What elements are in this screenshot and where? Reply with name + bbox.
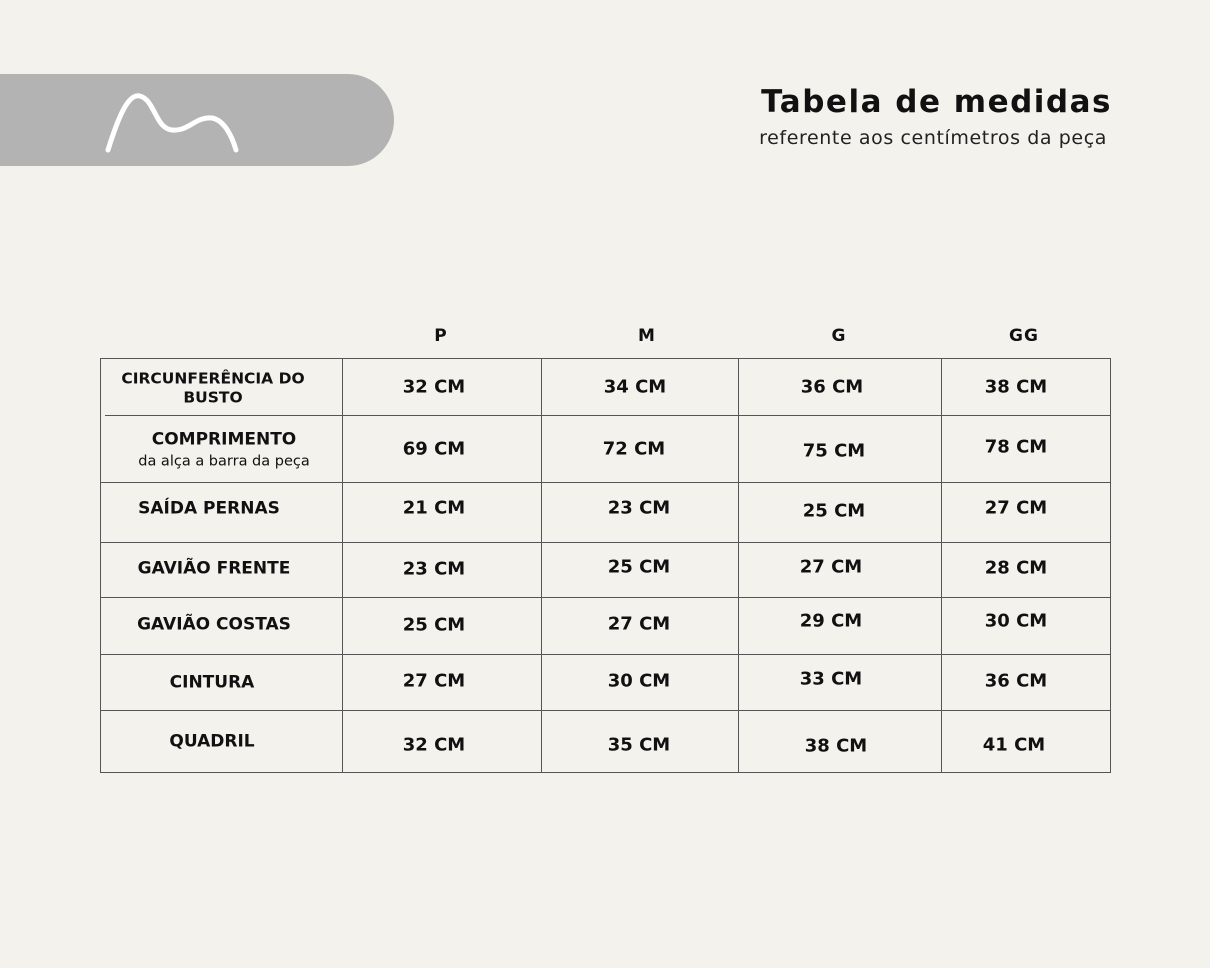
cell-cintura-m: 30 CM (607, 670, 671, 692)
row-label-saida-pernas: SAÍDA PERNAS (138, 498, 280, 519)
cell-comprimento-p: 69 CM (402, 438, 466, 460)
cell-costas-p: 25 CM (402, 614, 466, 636)
cell-quadril-gg: 41 CM (982, 734, 1046, 756)
page-title: Tabela de medidas (761, 84, 1112, 120)
cell-comprimento-gg: 78 CM (984, 436, 1048, 458)
row-label-busto: CIRCUNFERÊNCIA DO BUSTO (121, 369, 305, 407)
cell-pernas-m: 23 CM (607, 497, 671, 519)
cell-frente-p: 23 CM (402, 558, 466, 580)
cell-busto-p: 32 CM (402, 376, 466, 398)
row-label-quadril: QUADRIL (169, 731, 255, 752)
brand-bar (0, 74, 394, 166)
cell-costas-g: 29 CM (799, 610, 863, 632)
wave-signature-icon (100, 88, 250, 158)
row-label-comprimento-sub: da alça a barra da peça (138, 453, 310, 470)
cell-frente-g: 27 CM (799, 556, 863, 578)
cell-costas-m: 27 CM (607, 613, 671, 635)
size-header-g: G (831, 326, 847, 346)
table-divider (101, 710, 1110, 711)
cell-costas-gg: 30 CM (984, 610, 1048, 632)
row-label-comprimento-title: COMPRIMENTO (151, 429, 297, 450)
table-divider (101, 482, 1110, 483)
cell-quadril-p: 32 CM (402, 734, 466, 756)
cell-quadril-m: 35 CM (607, 734, 671, 756)
row-label-gaviao-frente: GAVIÃO FRENTE (137, 558, 291, 579)
row-label-gaviao-costas: GAVIÃO COSTAS (137, 614, 291, 635)
row-label-comprimento (109, 429, 339, 470)
size-header-p: P (434, 326, 448, 346)
cell-frente-gg: 28 CM (984, 557, 1048, 579)
cell-quadril-g: 38 CM (804, 735, 868, 757)
cell-pernas-p: 21 CM (402, 497, 466, 519)
cell-pernas-gg: 27 CM (984, 497, 1048, 519)
cell-frente-m: 25 CM (607, 556, 671, 578)
table-divider (101, 542, 1110, 543)
cell-pernas-g: 25 CM (802, 500, 866, 522)
cell-busto-gg: 38 CM (984, 376, 1048, 398)
size-header-m: M (638, 326, 656, 346)
cell-cintura-g: 33 CM (799, 668, 863, 690)
cell-busto-g: 36 CM (800, 376, 864, 398)
table-divider (105, 415, 1110, 416)
row-label-cintura: CINTURA (169, 672, 255, 693)
cell-busto-m: 34 CM (603, 376, 667, 398)
page-subtitle: referente aos centímetros da peça (759, 127, 1107, 149)
measurements-table (100, 358, 1111, 773)
table-divider (101, 597, 1110, 598)
cell-comprimento-g: 75 CM (802, 440, 866, 462)
cell-comprimento-m: 72 CM (602, 438, 666, 460)
table-divider (101, 654, 1110, 655)
cell-cintura-gg: 36 CM (984, 670, 1048, 692)
size-header-gg: GG (1009, 326, 1039, 346)
cell-cintura-p: 27 CM (402, 670, 466, 692)
